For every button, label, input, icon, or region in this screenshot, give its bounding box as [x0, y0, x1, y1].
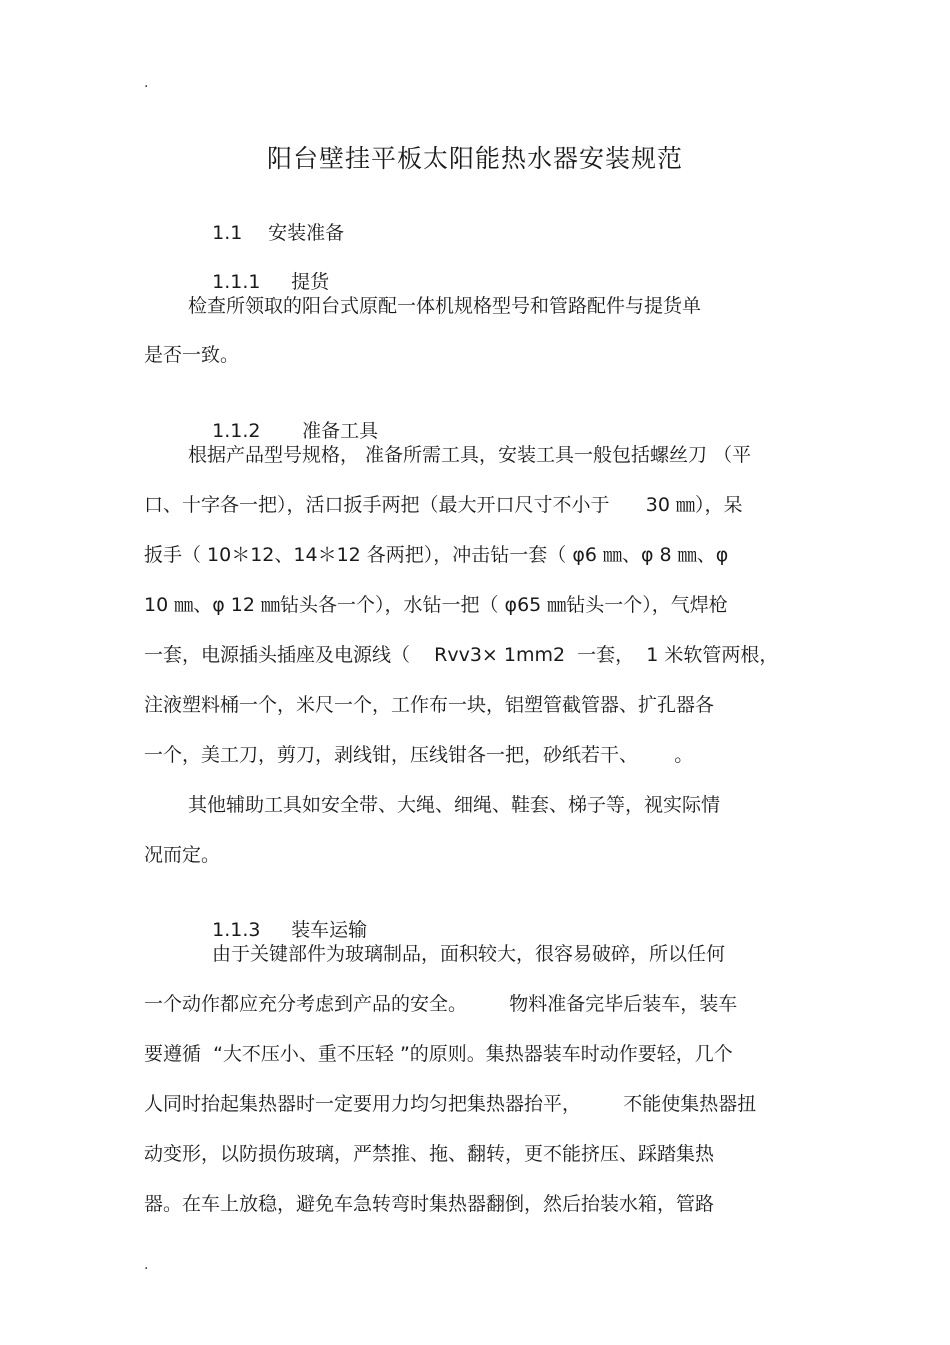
paragraph-line: 口、十字各一把），活口扳手两把（最大开口尺寸不小于 30 ㎜），呆 — [144, 494, 743, 516]
section-title: 安装准备 — [268, 222, 345, 244]
page-marker-top: . — [144, 75, 149, 91]
paragraph-line: 器。在车上放稳，避免车急转弯时集热器翻倒，然后抬装水箱，管路 — [144, 1193, 715, 1215]
paragraph-line: 其他辅助工具如安全带、大绳、细绳、鞋套、梯子等，视实际情 — [188, 794, 721, 816]
paragraph-line: 况而定。 — [144, 844, 221, 866]
paragraph-line: 是否一致。 — [144, 344, 240, 366]
page-marker-bottom: . — [144, 1257, 149, 1273]
paragraph-line: 由于关键部件为玻璃制品，面积较大，很容易破碎，所以任何 — [212, 943, 726, 965]
paragraph-line: 根据产品型号规格， 准备所需工具，安装工具一般包括螺丝刀 （平 — [188, 444, 752, 466]
paragraph-line: 要遵循 “大不压小、重不压轻 ”的原则。集热器装车时动作要轻，几个 — [144, 1043, 733, 1065]
paragraph-line: 动变形，以防损伤玻璃，严禁推、拖、翻转，更不能挤压、踩踏集热 — [144, 1143, 715, 1165]
document-title: 阳台壁挂平板太阳能热水器安装规范 — [266, 144, 683, 173]
section-title: 提货 — [291, 271, 330, 293]
section-number: 1.1 — [212, 222, 243, 244]
section-title: 装车运输 — [291, 919, 368, 941]
paragraph-line: 10 ㎜、φ 12 ㎜钻头各一个），水钻一把（ φ65 ㎜钻头一个），气焊枪 — [144, 594, 728, 616]
section-number: 1.1.1 — [212, 271, 261, 293]
section-number: 1.1.2 — [212, 420, 261, 442]
section-title: 准备工具 — [302, 420, 379, 442]
paragraph-line: 扳手（ 10＊12、14＊12 各两把），冲击钻一套（ φ6 ㎜、φ 8 ㎜、φ — [144, 544, 729, 566]
paragraph-line: 一套，电源插头插座及电源线（ Rvv3× 1mm2 一套， 1 米软管两根， — [144, 644, 779, 666]
paragraph-line: 注液塑料桶一个，米尺一个，工作布一块，铝塑管截管器、扩孔器各 — [144, 694, 715, 716]
section-number: 1.1.3 — [212, 919, 261, 941]
paragraph-line: 人同时抬起集热器时一定要用力均匀把集热器抬平， 不能使集热器扭 — [144, 1093, 757, 1115]
paragraph-line: 一个动作都应充分考虑到产品的安全。 物料准备完毕后装车，装车 — [144, 993, 738, 1015]
paragraph-line: 一个，美工刀，剪刀，剥线钳，压线钳各一把，砂纸若干、 。 — [144, 744, 694, 766]
paragraph-line: 检查所领取的阳台式原配一体机规格型号和管路配件与提货单 — [188, 295, 702, 317]
